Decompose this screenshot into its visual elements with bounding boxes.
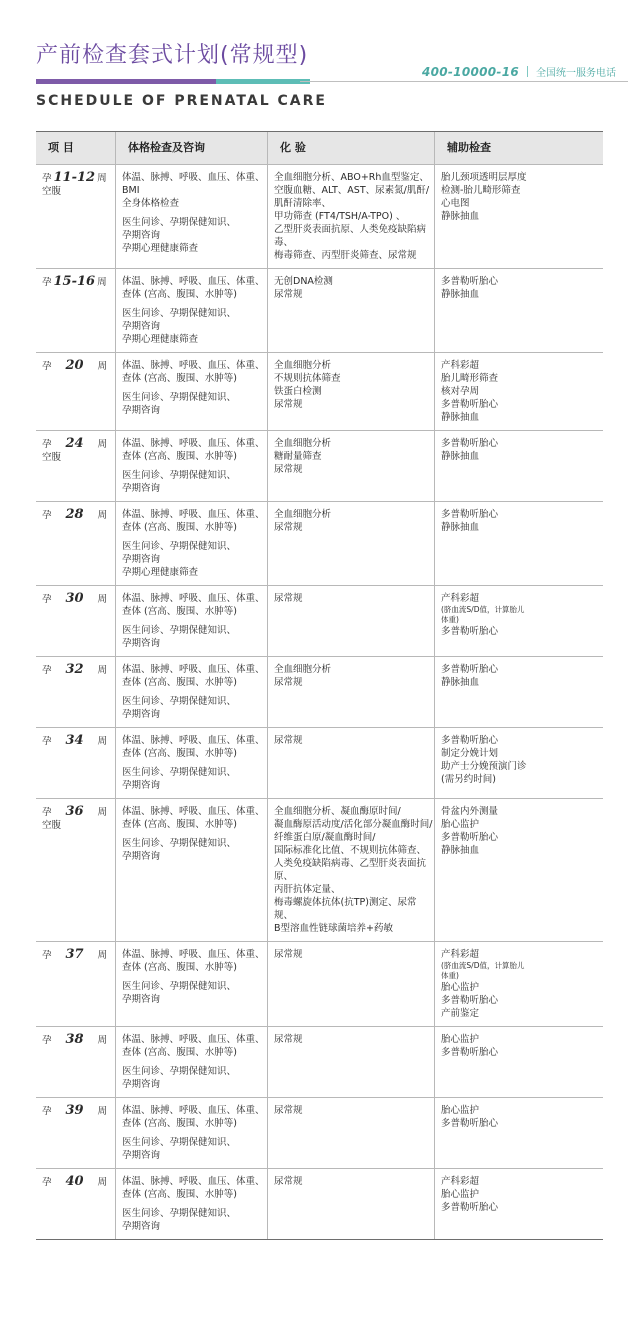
week-suffix: 周 [97, 1177, 107, 1188]
week-suffix: 周 [97, 439, 107, 450]
exam-line: 查体 (宫高、腹围、水肿等) [122, 606, 237, 617]
fasting-note: 空腹 [42, 452, 62, 463]
consult-line: 孕期咨询 [122, 1221, 161, 1232]
week-prefix: 孕 [42, 510, 52, 521]
aux-cell [434, 502, 603, 585]
aux-line: 产科彩超 [441, 949, 480, 960]
consult-line: 医生问诊、孕期保健知识、 [122, 308, 237, 319]
table-row [36, 268, 603, 352]
exam-line: 查体 (宫高、腹围、水肿等) [122, 819, 237, 830]
exam-cell [115, 728, 267, 798]
exam-line: 体温、脉搏、呼吸、血压、体重、BMI [122, 172, 265, 196]
hotline [422, 64, 616, 79]
page-title: 产前检查套式计划(常规型) [36, 43, 309, 68]
week-number: 20 [65, 358, 84, 373]
aux-line: 多普勒听胎心 [441, 1202, 499, 1213]
exam-line: 查体 (宫高、腹围、水肿等) [122, 677, 237, 688]
week-label [42, 1033, 115, 1047]
week-prefix: 孕 [42, 665, 52, 676]
column-header-exam: 体格检查及咨询 [115, 132, 267, 164]
consult-line: 医生问诊、孕期保健知识、 [122, 1208, 237, 1219]
week-label [42, 592, 115, 606]
week-cell [36, 1169, 115, 1239]
week-label [42, 1104, 115, 1118]
week-suffix: 周 [97, 361, 107, 372]
lab-line: 尿常规 [274, 522, 303, 533]
lab-line: 全血细胞分析、凝血酶原时间/ [274, 806, 401, 817]
lab-line: 尿常规 [274, 1034, 303, 1045]
table-row [36, 430, 603, 501]
aux-note-line: (脐血流S/D值，计算胎儿 [441, 961, 525, 970]
consult-line: 医生问诊、孕期保健知识、 [122, 392, 237, 403]
week-label [42, 275, 115, 289]
aux-line: 多普勒听胎心 [441, 995, 499, 1006]
schedule-table [36, 131, 603, 1240]
aux-line: 产科彩超 [441, 593, 480, 604]
aux-cell [434, 657, 603, 727]
lab-cell [267, 586, 434, 656]
lab-line: 梅毒螺旋体抗体(抗TP)测定、尿常规、 [274, 897, 417, 921]
week-number: 34 [65, 733, 84, 748]
consult-line: 孕期咨询 [122, 709, 161, 720]
lab-cell [267, 657, 434, 727]
lab-line: B型溶血性链球菌培养+药敏 [274, 923, 393, 934]
aux-line: 胎心监护 [441, 1189, 480, 1200]
lab-line: 尿常规 [274, 949, 303, 960]
lab-line: 纤维蛋白原/凝血酶时间/ [274, 832, 376, 843]
exam-line: 查体 (宫高、腹围、水肿等) [122, 962, 237, 973]
lab-cell [267, 942, 434, 1026]
consult-line: 孕期咨询 [122, 638, 161, 649]
week-prefix: 孕 [42, 736, 52, 747]
aux-line: 静脉抽血 [441, 451, 480, 462]
week-prefix: 孕 [42, 594, 52, 605]
consult-line: 医生问诊、孕期保健知识、 [122, 981, 237, 992]
week-number: 36 [65, 804, 84, 819]
fasting-note: 空腹 [42, 186, 62, 197]
aux-line: 制定分娩计划 [441, 748, 499, 759]
table-row [36, 1168, 603, 1239]
week-cell [36, 1027, 115, 1097]
week-label [42, 948, 115, 962]
column-header-aux: 辅助检查 [434, 132, 603, 164]
exam-line: 体温、脉搏、呼吸、血压、体重、 [122, 949, 265, 960]
aux-line: 检测-胎儿畸形筛查 [441, 185, 521, 196]
week-label [42, 734, 115, 748]
week-cell [36, 586, 115, 656]
week-suffix: 周 [97, 736, 107, 747]
lab-line: 尿常规 [274, 399, 303, 410]
exam-line: 体温、脉搏、呼吸、血压、体重、 [122, 438, 265, 449]
consult-line: 孕期咨询 [122, 994, 161, 1005]
lab-line: 梅毒筛查、丙型肝炎筛查、尿常规 [274, 250, 417, 261]
lab-line: 丙肝抗体定量、 [274, 884, 341, 895]
lab-line: 人类免疫缺陷病毒、乙型肝炎表面抗原、 [274, 858, 427, 882]
week-label [42, 359, 115, 373]
lab-line: 国际标准化比值、不规则抗体筛查、 [274, 845, 427, 856]
week-prefix: 孕 [42, 439, 52, 450]
aux-line: 胎心监护 [441, 982, 480, 993]
consult-line: 医生问诊、孕期保健知识、 [122, 1066, 237, 1077]
lab-cell [267, 502, 434, 585]
aux-cell [434, 1098, 603, 1168]
table-row [36, 941, 603, 1026]
aux-line: 产科彩超 [441, 360, 480, 371]
week-prefix: 孕 [42, 361, 52, 372]
week-label [42, 171, 115, 185]
exam-line: 体温、脉搏、呼吸、血压、体重、 [122, 360, 265, 371]
aux-line: 静脉抽血 [441, 522, 480, 533]
header-rule [300, 81, 628, 82]
aux-line: 静脉抽血 [441, 677, 480, 688]
aux-line: 产科彩超 [441, 1176, 480, 1187]
consult-line: 孕期咨询 [122, 851, 161, 862]
aux-line: 助产士分娩预演门诊 [441, 761, 527, 772]
consult-line: 孕期心理健康筛查 [122, 334, 199, 345]
lab-line: 铁蛋白检测 [274, 386, 322, 397]
exam-line: 体温、脉搏、呼吸、血压、体重、 [122, 1105, 265, 1116]
aux-line: 静脉抽血 [441, 845, 480, 856]
aux-line: 多普勒听胎心 [441, 1118, 499, 1129]
lab-line: 全血细胞分析 [274, 664, 332, 675]
exam-line: 体温、脉搏、呼吸、血压、体重、 [122, 806, 265, 817]
week-suffix: 周 [97, 950, 107, 961]
lab-line: 尿常规 [274, 1105, 303, 1116]
week-number: 32 [65, 662, 84, 677]
week-cell [36, 353, 115, 430]
week-prefix: 孕 [42, 1035, 52, 1046]
exam-line: 体温、脉搏、呼吸、血压、体重、 [122, 735, 265, 746]
table-row [36, 656, 603, 727]
aux-cell [434, 1169, 603, 1239]
week-label [42, 508, 115, 522]
table-row [36, 352, 603, 430]
exam-cell [115, 586, 267, 656]
lab-cell [267, 1169, 434, 1239]
week-cell [36, 431, 115, 501]
aux-cell [434, 942, 603, 1026]
lab-line: 全血细胞分析 [274, 509, 332, 520]
week-number: 28 [65, 507, 84, 522]
lab-cell [267, 431, 434, 501]
lab-line: 尿常规 [274, 735, 303, 746]
lab-line: 尿常规 [274, 464, 303, 475]
table-row [36, 501, 603, 585]
exam-line: 体温、脉搏、呼吸、血压、体重、 [122, 276, 265, 287]
week-suffix: 周 [97, 665, 107, 676]
week-suffix: 周 [97, 510, 107, 521]
aux-line: 静脉抽血 [441, 289, 480, 300]
week-label [42, 663, 115, 677]
week-suffix: 周 [97, 1035, 107, 1046]
aux-line: 多普勒听胎心 [441, 1047, 499, 1058]
week-label [42, 437, 115, 451]
table-row [36, 1097, 603, 1168]
week-cell [36, 1098, 115, 1168]
accent-bar-purple [36, 79, 216, 84]
lab-line: 糖耐量筛查 [274, 451, 322, 462]
consult-line: 医生问诊、孕期保健知识、 [122, 217, 237, 228]
aux-line: 多普勒听胎心 [441, 509, 499, 520]
consult-line: 孕期咨询 [122, 1079, 161, 1090]
week-number: 30 [65, 591, 84, 606]
lab-cell [267, 269, 434, 352]
aux-cell [434, 353, 603, 430]
week-suffix: 周 [97, 277, 107, 288]
exam-cell [115, 353, 267, 430]
consult-line: 孕期咨询 [122, 1150, 161, 1161]
consult-line: 孕期咨询 [122, 230, 161, 241]
week-cell [36, 165, 115, 268]
aux-line: 胎心监护 [441, 819, 480, 830]
week-number: 11-12 [53, 170, 96, 185]
lab-line: 全血细胞分析 [274, 438, 332, 449]
week-prefix: 孕 [42, 1106, 52, 1117]
exam-line: 体温、脉搏、呼吸、血压、体重、 [122, 1034, 265, 1045]
exam-cell [115, 657, 267, 727]
lab-line: 尿常规 [274, 593, 303, 604]
aux-note-line: 体重) [441, 971, 459, 980]
consult-line: 医生问诊、孕期保健知识、 [122, 838, 237, 849]
lab-line: 凝血酶原活动度/活化部分凝血酶时间/ [274, 819, 433, 830]
header-accent-bar [36, 79, 310, 84]
column-header-lab: 化 验 [267, 132, 434, 164]
consult-line: 医生问诊、孕期保健知识、 [122, 470, 237, 481]
lab-line: 尿常规 [274, 289, 303, 300]
aux-cell [434, 586, 603, 656]
table-body [36, 164, 603, 1239]
exam-cell [115, 269, 267, 352]
lab-cell [267, 165, 434, 268]
table-row [36, 585, 603, 656]
exam-line: 查体 (宫高、腹围、水肿等) [122, 373, 237, 384]
aux-line: (需另约时间) [441, 774, 496, 785]
aux-line: 胎心监护 [441, 1034, 480, 1045]
table-row [36, 164, 603, 268]
week-suffix: 周 [97, 594, 107, 605]
aux-cell [434, 431, 603, 501]
exam-cell [115, 502, 267, 585]
exam-line: 查体 (宫高、腹围、水肿等) [122, 451, 237, 462]
lab-line: 无创DNA检测 [274, 276, 333, 287]
exam-line: 体温、脉搏、呼吸、血压、体重、 [122, 593, 265, 604]
week-label [42, 1175, 115, 1189]
aux-line: 静脉抽血 [441, 412, 480, 423]
aux-line: 多普勒听胎心 [441, 399, 499, 410]
consult-line: 孕期咨询 [122, 554, 161, 565]
week-number: 37 [65, 947, 84, 962]
table-row [36, 727, 603, 798]
consult-line: 孕期咨询 [122, 483, 161, 494]
week-suffix: 周 [97, 173, 107, 184]
exam-cell [115, 1098, 267, 1168]
table-row [36, 798, 603, 941]
lab-cell [267, 1098, 434, 1168]
consult-line: 医生问诊、孕期保健知识、 [122, 541, 237, 552]
aux-line: 产前鉴定 [441, 1008, 480, 1019]
consult-line: 孕期心理健康筛查 [122, 567, 199, 578]
week-cell [36, 269, 115, 352]
lab-cell [267, 1027, 434, 1097]
consult-line: 医生问诊、孕期保健知识、 [122, 767, 237, 778]
consult-line: 孕期咨询 [122, 780, 161, 791]
week-cell [36, 502, 115, 585]
aux-cell [434, 728, 603, 798]
aux-line: 静脉抽血 [441, 211, 480, 222]
exam-cell [115, 942, 267, 1026]
exam-line: 查体 (宫高、腹围、水肿等) [122, 1118, 237, 1129]
week-prefix: 孕 [42, 173, 52, 184]
exam-line: 查体 (宫高、腹围、水肿等) [122, 1047, 237, 1058]
lab-cell [267, 728, 434, 798]
exam-cell [115, 799, 267, 941]
exam-line: 查体 (宫高、腹围、水肿等) [122, 522, 237, 533]
exam-cell [115, 165, 267, 268]
week-cell [36, 942, 115, 1026]
consult-line: 孕期心理健康筛查 [122, 243, 199, 254]
aux-note-line: (脐血流S/D值，计算胎儿 [441, 605, 525, 614]
aux-line: 多普勒听胎心 [441, 735, 499, 746]
accent-bar-teal [216, 79, 310, 84]
week-prefix: 孕 [42, 277, 52, 288]
aux-line: 多普勒听胎心 [441, 626, 499, 637]
lab-line: 空腹血糖、ALT、AST、尿素氮/肌酐/ [274, 185, 430, 196]
lab-line: 全血细胞分析 [274, 360, 332, 371]
week-number: 15-16 [53, 274, 96, 289]
consult-line: 医生问诊、孕期保健知识、 [122, 1137, 237, 1148]
consult-line: 医生问诊、孕期保健知识、 [122, 625, 237, 636]
exam-line: 全身体格检查 [122, 198, 180, 209]
week-prefix: 孕 [42, 950, 52, 961]
table-header-row [36, 131, 603, 164]
lab-line: 全血细胞分析、ABO+Rh血型鉴定、 [274, 172, 429, 183]
exam-line: 查体 (宫高、腹围、水肿等) [122, 748, 237, 759]
week-number: 40 [65, 1174, 84, 1189]
exam-line: 体温、脉搏、呼吸、血压、体重、 [122, 509, 265, 520]
aux-line: 骨盆内外测量 [441, 806, 499, 817]
week-cell [36, 728, 115, 798]
exam-cell [115, 1169, 267, 1239]
exam-line: 查体 (宫高、腹围、水肿等) [122, 289, 237, 300]
exam-cell [115, 431, 267, 501]
aux-line: 胎儿畸形筛查 [441, 373, 499, 384]
consult-line: 孕期咨询 [122, 321, 161, 332]
page-subtitle: SCHEDULE OF PRENATAL CARE [36, 93, 327, 109]
exam-line: 体温、脉搏、呼吸、血压、体重、 [122, 664, 265, 675]
table-row [36, 1026, 603, 1097]
aux-line: 胎儿颈项透明层厚度 [441, 172, 527, 183]
aux-line: 多普勒听胎心 [441, 664, 499, 675]
aux-line: 多普勒听胎心 [441, 832, 499, 843]
consult-line: 医生问诊、孕期保健知识、 [122, 696, 237, 707]
aux-cell [434, 799, 603, 941]
week-number: 38 [65, 1032, 84, 1047]
week-number: 39 [65, 1103, 84, 1118]
aux-note-line: 体重) [441, 615, 459, 624]
week-prefix: 孕 [42, 1177, 52, 1188]
lab-cell [267, 353, 434, 430]
aux-line: 心电图 [441, 198, 470, 209]
week-label [42, 805, 115, 819]
hotline-number[interactable]: 400-10000-16 [421, 64, 519, 79]
lab-line: 甲功筛查 (FT4/TSH/A-TPO) 、 [274, 211, 406, 222]
week-suffix: 周 [97, 807, 107, 818]
exam-line: 查体 (宫高、腹围、水肿等) [122, 1189, 237, 1200]
aux-line: 多普勒听胎心 [441, 276, 499, 287]
aux-cell [434, 269, 603, 352]
aux-line: 胎心监护 [441, 1105, 480, 1116]
hotline-divider [527, 66, 528, 77]
lab-line: 尿常规 [274, 677, 303, 688]
week-prefix: 孕 [42, 807, 52, 818]
week-cell [36, 657, 115, 727]
aux-line: 核对孕周 [441, 386, 480, 397]
aux-line: 多普勒听胎心 [441, 438, 499, 449]
lab-line: 不规则抗体筛查 [274, 373, 341, 384]
lab-line: 乙型肝炎表面抗原、人类免疫缺陷病毒、 [274, 224, 427, 248]
consult-line: 孕期咨询 [122, 405, 161, 416]
hotline-label: 全国统一服务电话 [536, 68, 616, 79]
week-number: 24 [65, 436, 84, 451]
aux-cell [434, 165, 603, 268]
exam-cell [115, 1027, 267, 1097]
lab-line: 肌酐清除率、 [274, 198, 332, 209]
column-header-item: 项 目 [48, 141, 74, 154]
aux-cell [434, 1027, 603, 1097]
lab-line: 尿常规 [274, 1176, 303, 1187]
week-cell [36, 799, 115, 941]
week-suffix: 周 [97, 1106, 107, 1117]
exam-line: 体温、脉搏、呼吸、血压、体重、 [122, 1176, 265, 1187]
lab-cell [267, 799, 434, 941]
fasting-note: 空腹 [42, 820, 62, 831]
